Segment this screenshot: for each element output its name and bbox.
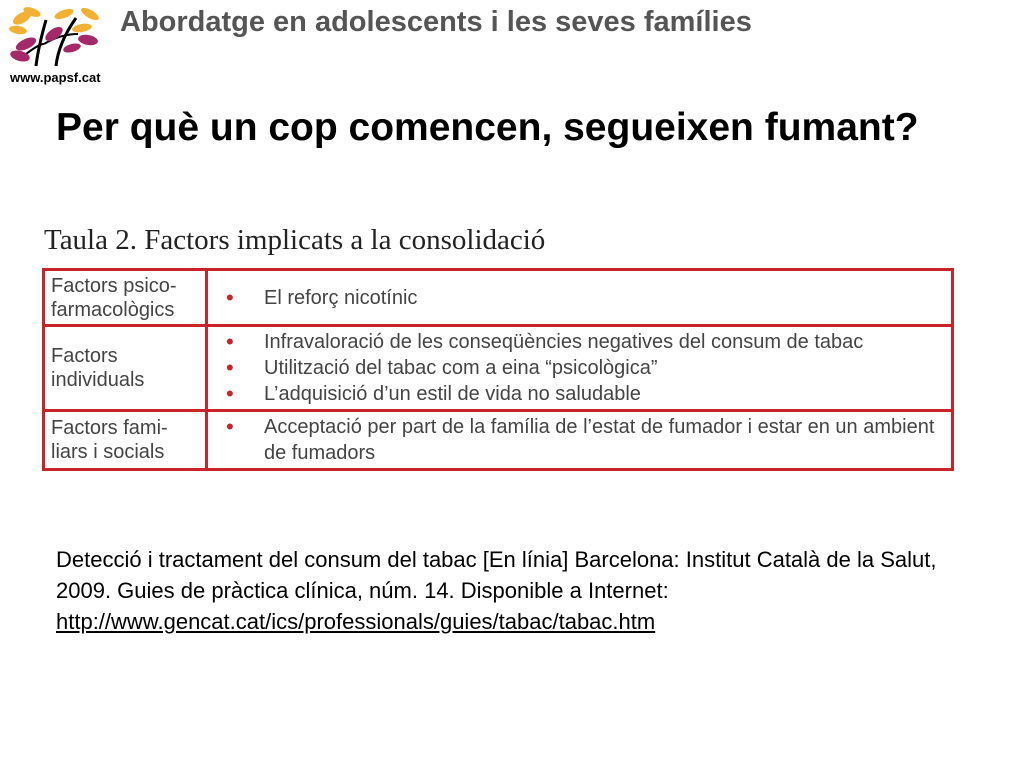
table-row <box>44 411 953 470</box>
citation-link[interactable]: http://www.gencat.cat/ics/professionals/guies/tabac/tabac.htm <box>56 609 656 634</box>
table-items-cell <box>207 411 953 470</box>
slide-title: Per què un cop comencen, segueixen fumant? <box>56 106 919 149</box>
list-item: • L’adquisició d’un estil de vida no saludable <box>226 381 941 407</box>
table-row <box>44 270 953 326</box>
flower-logo-icon <box>6 4 106 70</box>
list-item: • Utilització del tabac com a eina “psicològica” <box>226 355 941 381</box>
factors-table <box>42 268 954 471</box>
table-items-cell <box>207 326 953 411</box>
header-title: Abordatge en adolescents i les seves famílies <box>120 6 752 38</box>
table-category-cell: Factors individuals <box>44 326 207 411</box>
citation <box>56 544 976 637</box>
factor-list <box>226 329 941 407</box>
logo-url-text: www.papsf.cat <box>10 70 101 85</box>
table-caption: Taula 2. Factors implicats a la consolidació <box>44 224 546 256</box>
list-item: • El reforç nicotínic <box>226 285 941 311</box>
factor-list <box>226 414 941 466</box>
papsf-logo <box>6 4 106 92</box>
list-item: • Acceptació per part de la família de l’estat de fumador i estar en un ambient de fumadors <box>226 414 941 466</box>
table-category-cell: Factors psico-farmacològics <box>44 270 207 326</box>
citation-text: Detecció i tractament del consum del tabac [En línia] Barcelona: Institut Català de la Salut, 2009. Guies de pràctica clínica, núm. 14. Disponible a Internet: <box>56 547 937 603</box>
table-row <box>44 326 953 411</box>
table-category-cell: Factors fami-liars i socials <box>44 411 207 470</box>
factor-list <box>226 285 941 311</box>
table-items-cell <box>207 270 953 326</box>
list-item: • Infravaloració de les conseqüències negatives del consum de tabac <box>226 329 941 355</box>
